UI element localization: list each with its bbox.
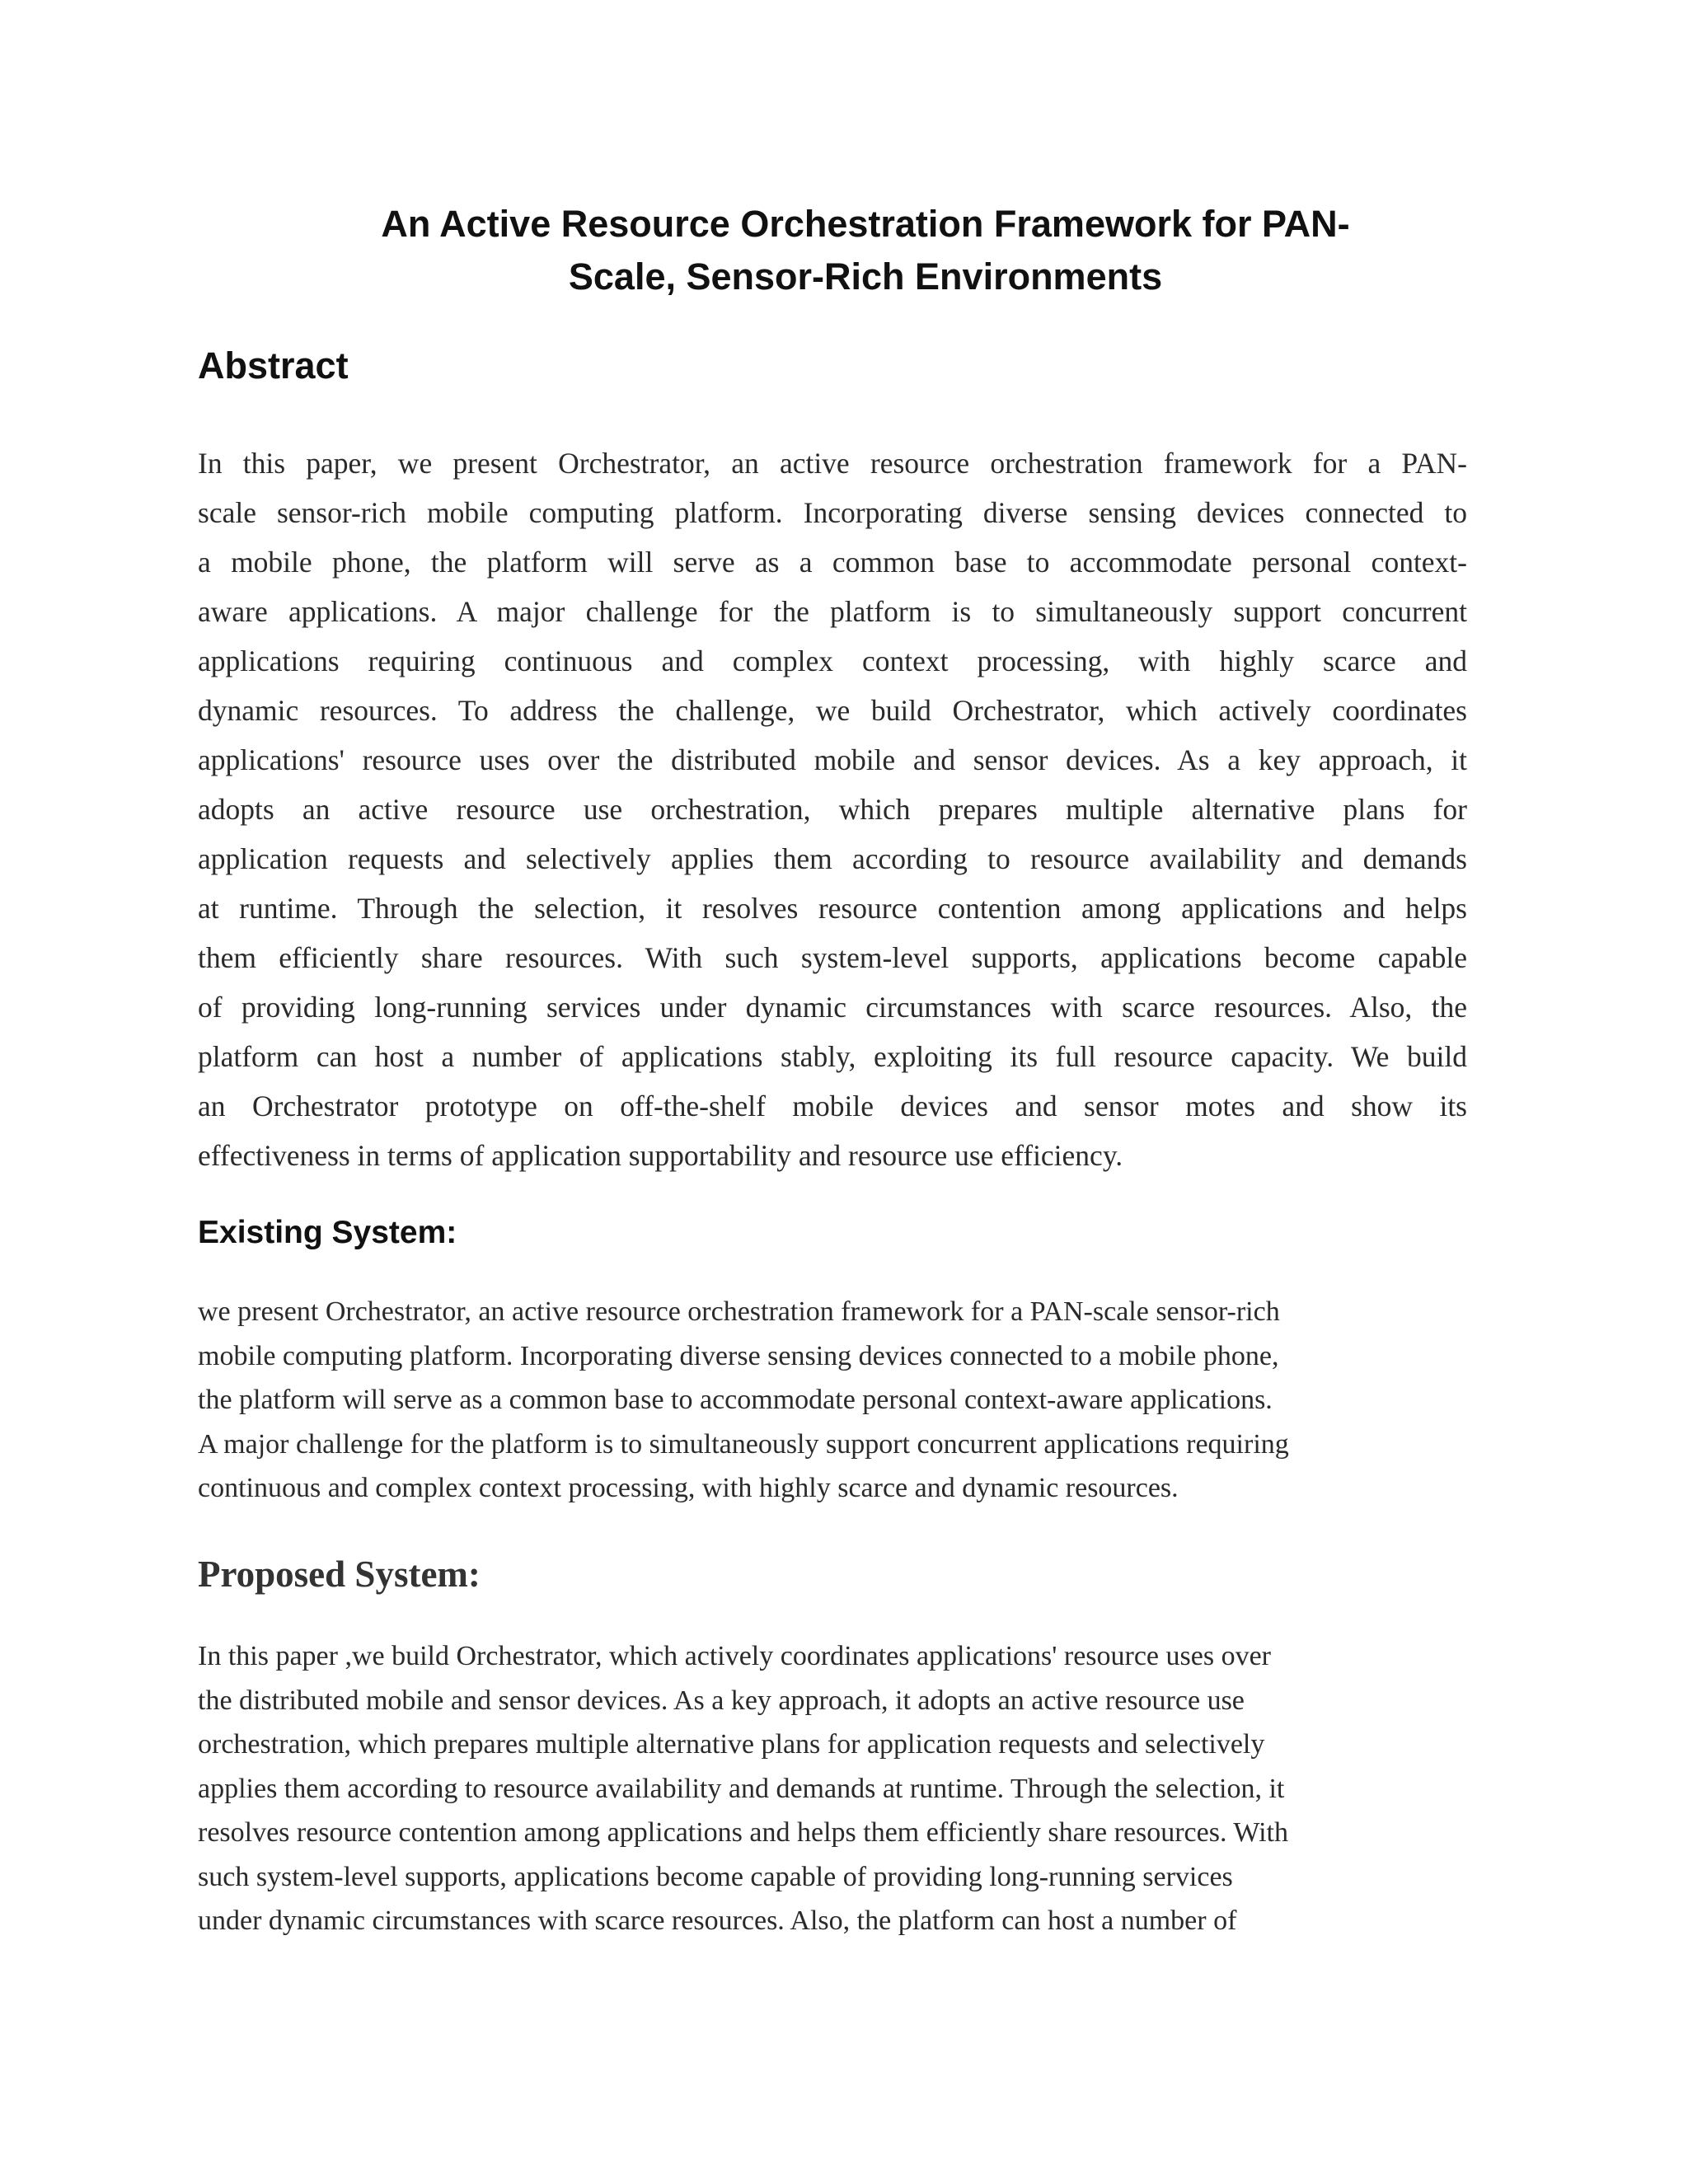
existing-system-line: we present Orchestrator, an active resource orchestration framework for a PAN-scale sensor-rich [198, 1296, 1280, 1327]
paper-title [198, 198, 1533, 303]
existing-system-line: mobile computing platform. Incorporating diverse sensing devices connected to a mobile phone, [198, 1340, 1279, 1371]
abstract-line: effectiveness in terms of application supportability and resource use efficiency. [198, 1139, 1123, 1172]
paper-title-line-1: An Active Resource Orchestration Framework for PAN- [381, 203, 1350, 245]
proposed-system-heading: Proposed System: [198, 1554, 481, 1595]
abstract-line: dynamic resources. To address the challenge, we build Orchestrator, which actively coordinates [198, 694, 1467, 727]
abstract-line: applications requiring continuous and complex context processing, with highly scarce and [198, 644, 1467, 677]
proposed-system-paragraph [198, 1634, 1467, 1943]
abstract-line: application requests and selectively applies them according to resource availability and demands [198, 842, 1467, 875]
proposed-system-line: the distributed mobile and sensor devices. As a key approach, it adopts an active resource use [198, 1685, 1245, 1716]
abstract-line: adopts an active resource use orchestration, which prepares multiple alternative plans for [198, 793, 1467, 826]
abstract-paragraph [198, 438, 1467, 1180]
abstract-line: platform can host a number of applications stably, exploiting its full resource capacity. We build [198, 1040, 1467, 1073]
abstract-line: at runtime. Through the selection, it resolves resource contention among applications and helps [198, 892, 1467, 925]
abstract-line: In this paper, we present Orchestrator, an active resource orchestration framework for a PAN- [198, 447, 1467, 480]
proposed-system-line: resolves resource contention among applications and helps them efficiently share resources. With [198, 1817, 1288, 1848]
abstract-line: applications' resource uses over the distributed mobile and sensor devices. As a key approach, it [198, 743, 1467, 776]
abstract-line: them efficiently share resources. With such system-level supports, applications become capable [198, 941, 1467, 974]
proposed-system-line: such system-level supports, applications become capable of providing long-running services [198, 1861, 1233, 1892]
abstract-heading: Abstract [198, 344, 349, 387]
abstract-line: aware applications. A major challenge for the platform is to simultaneously support concurrent [198, 595, 1467, 628]
existing-system-line: the platform will serve as a common base to accommodate personal context-aware applications. [198, 1385, 1273, 1415]
proposed-system-line: applies them according to resource availability and demands at runtime. Through the selection, it [198, 1773, 1285, 1804]
existing-system-heading: Existing System: [198, 1215, 457, 1250]
proposed-system-line: under dynamic circumstances with scarce resources. Also, the platform can host a number of [198, 1905, 1237, 1936]
existing-system-line: continuous and complex context processing, with highly scarce and dynamic resources. [198, 1473, 1179, 1503]
abstract-line: an Orchestrator prototype on off-the-shelf mobile devices and sensor motes and show its [198, 1090, 1467, 1122]
abstract-line: of providing long-running services under dynamic circumstances with scarce resources. Also, the [198, 991, 1467, 1024]
existing-system-paragraph [198, 1290, 1467, 1511]
abstract-line: scale sensor-rich mobile computing platform. Incorporating diverse sensing devices connected to [198, 496, 1467, 529]
paper-title-line-2: Scale, Sensor-Rich Environments [568, 255, 1163, 298]
abstract-line: a mobile phone, the platform will serve as a common base to accommodate personal context- [198, 546, 1467, 579]
proposed-system-line: In this paper ,we build Orchestrator, which actively coordinates applications' resource uses over [198, 1641, 1271, 1671]
existing-system-line: A major challenge for the platform is to simultaneously support concurrent applications requiring [198, 1428, 1289, 1460]
proposed-system-line: orchestration, which prepares multiple alternative plans for application requests and selectively [198, 1729, 1265, 1760]
